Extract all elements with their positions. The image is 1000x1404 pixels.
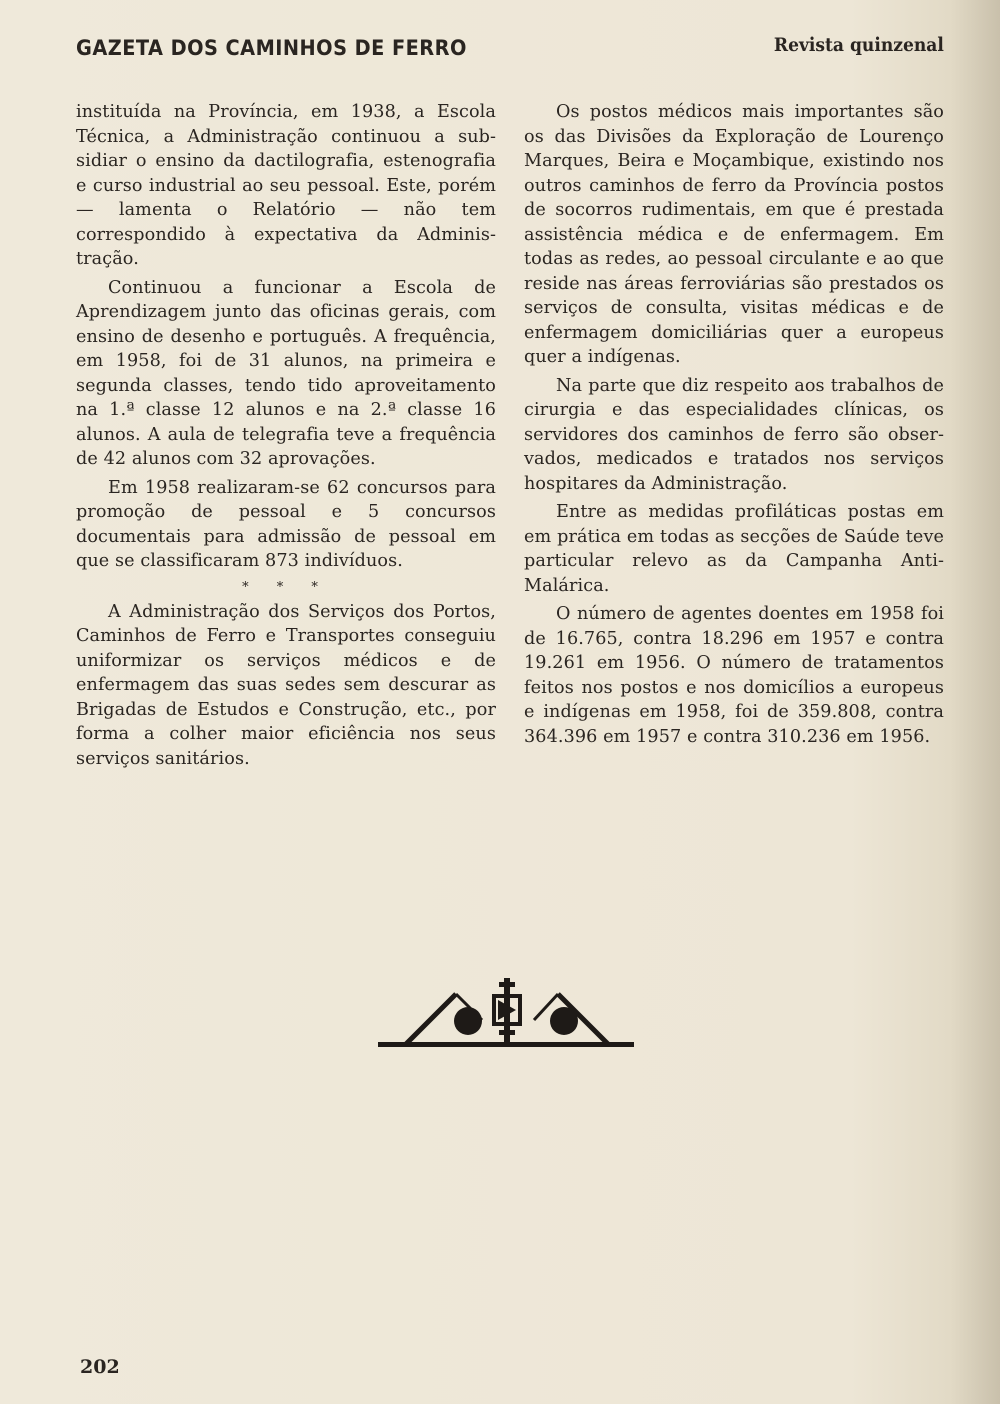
paragraph: instituída na Província, em 1938, a Escola Técnica, a Administração continuou a subsidiar o ensino da dactilografia, estenografia e curso industrial ao seu pessoal. Este, porém — lamenta o Relatório — não tem correspondido à expectativa da Administração. xyxy=(76,102,496,269)
page-header-title: GAZETA DOS CAMINHOS DE FERRO xyxy=(76,36,467,60)
paragraph: O número de agentes doentes em 1958 foi de 16.765, contra 18.296 em 1957 e contra 19.261 em 1956. O número de tratamentos feitos nos postos e nos domicílios a europeus e indígenas em 1958, foi de 359.808, contra 364.396 em 1957 e contra 310.236 em 1956. xyxy=(524,604,944,747)
paragraph: Na parte que diz respeito aos trabalhos de cirurgia e das especialidades clínicas, os servidores dos caminhos de ferro são observados, medicados e tratados nos serviços hospitares da Administração. xyxy=(524,375,944,494)
paragraph: A Administração dos Serviços dos Portos, Caminhos de Ferro e Transportes conseguiu uniformizar os serviços médicos e de enfermagem das suas sedes sem descurar as Brigadas de Estudos e Construção, etc., por forma a colher maior eficiência nos seus serviços sanitários. xyxy=(76,601,496,769)
railway-emblem-icon xyxy=(378,976,634,1056)
section-separator: * * * xyxy=(242,579,330,595)
paragraph: Continuou a funcionar a Escola de Aprendizagem junto das oficinas gerais, com ensino de desenho e português. A frequência, em 1958, foi de 31 alunos, na primeira e segunda classes, tendo tido aproveitamento na 1.ª classe 12 alunos e na 2.ª classe 16 alunos. A aula de telegrafia teve a frequência de 42 alunos com 32 aprovações. xyxy=(76,277,496,469)
page-header-subtitle: Revista quinzenal xyxy=(773,34,944,56)
paragraph: Em 1958 realizaram-se 62 concursos para promoção de pessoal e 5 concursos documentais para admissão de pessoal em que se classificaram 873 indivíduos. xyxy=(76,477,496,571)
paragraph: Entre as medidas profiláticas postas em em prática em todas as secções de Saúde teve particular relevo as da Campanha Anti-Malárica. xyxy=(524,502,944,596)
paragraph: Os postos médicos mais importantes são os das Divisões da Exploração de Lourenço Marques, Beira e Moçambique, existindo nos outros caminhos de ferro da Província postos de socorros rudimentais, em que é prestada assistência médica e de enfermagem. Em todas as redes, ao pessoal circulante e ao que reside nas áreas ferroviárias são prestados os serviços de consulta, visitas médicas e de enfermagem domiciliárias quer a europeus quer a indígenas. xyxy=(524,102,944,367)
left-column xyxy=(76,100,496,775)
right-column xyxy=(524,100,944,753)
page-number: 202 xyxy=(80,1356,120,1378)
